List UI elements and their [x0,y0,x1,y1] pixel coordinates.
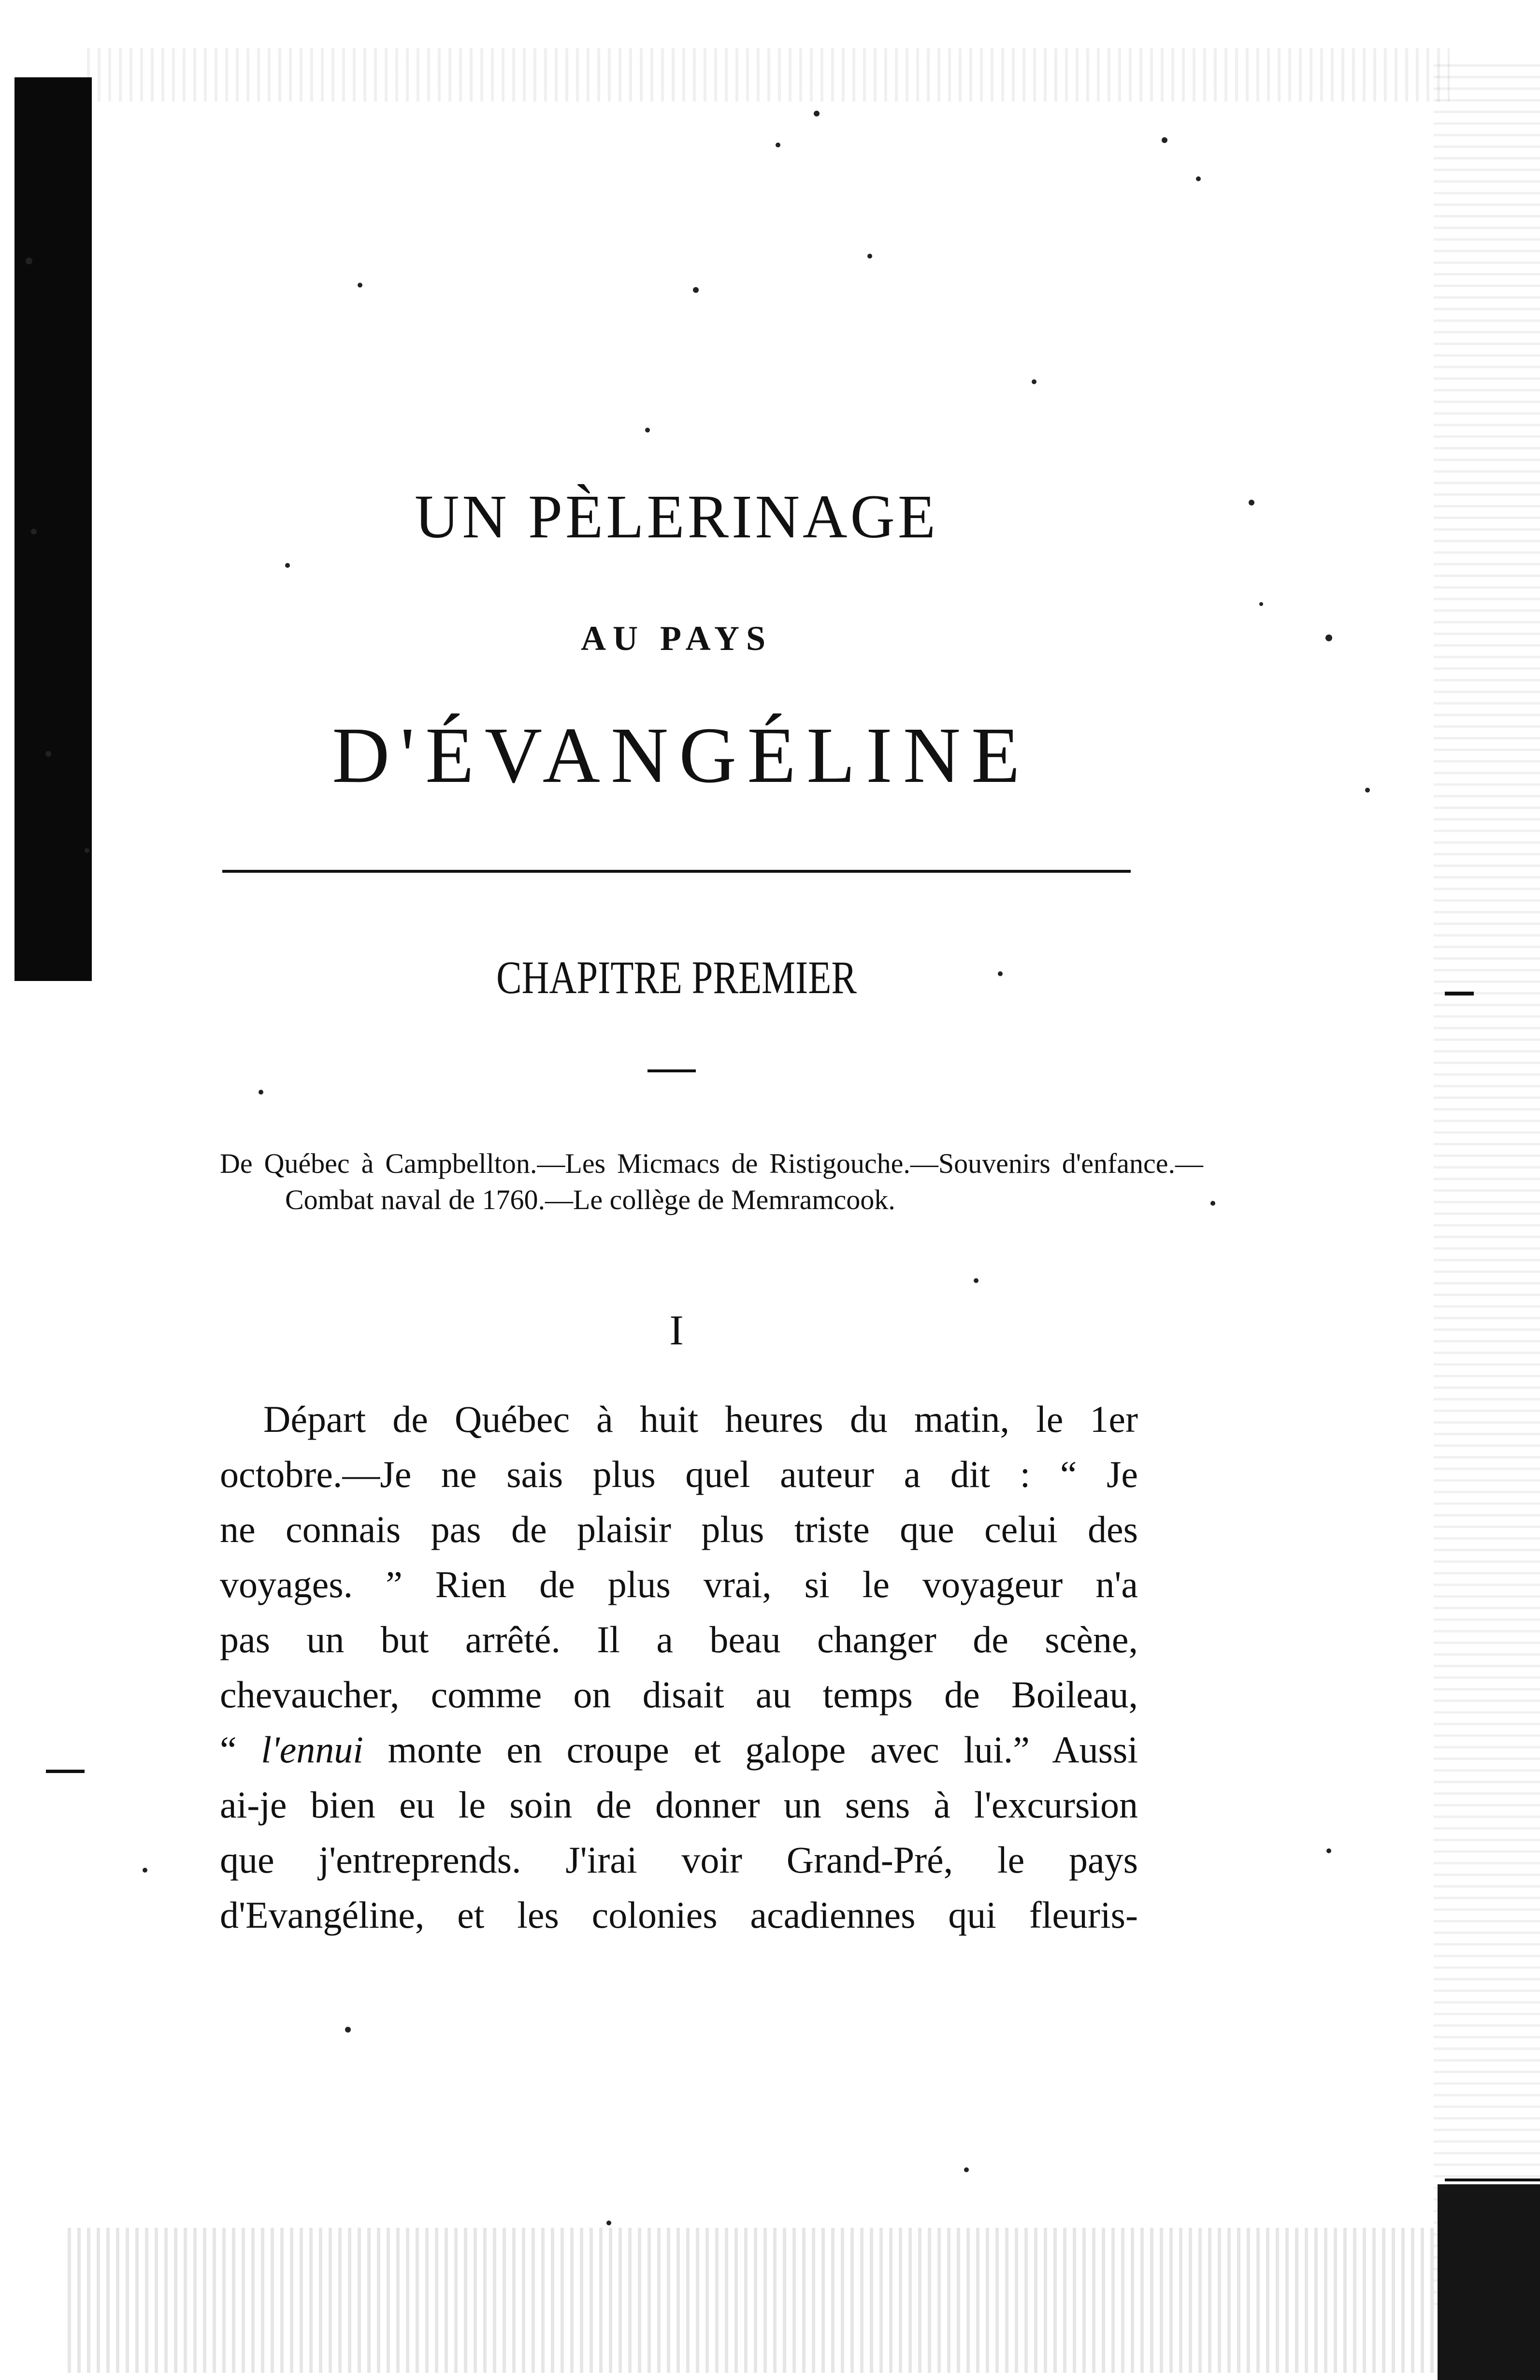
body-line: pas un but arrêté. Il a beau changer de scène, [220,1618,1138,1660]
body-line: ai-je bien eu le soin de donner un sens à l'excursion [220,1784,1138,1826]
chapter-dash [648,1069,696,1072]
body-line: octobre.—Je ne sais plus quel auteur a dit : “ Je [220,1453,1138,1495]
title-rule [222,870,1131,873]
body-line: chevaucher, comme on disait au temps de Boileau, [220,1673,1138,1716]
title-line-1: UN PÈLERINAGE [414,482,939,551]
chapter-heading: CHAPITRE PREMIER [496,952,857,1003]
body-line: voyages. ” Rien de plus vrai, si le voyageur n'a [220,1563,1138,1605]
italic-word: l'ennui [261,1729,363,1771]
body-text [220,1392,1138,1943]
section-number: I [669,1307,684,1354]
body-line: Départ de Québec à huit heures du matin, le 1er [263,1398,1138,1440]
title-line-2: AU PAYS [580,619,773,658]
title-line-3: D'ÉVANGÉLINE [332,711,1031,799]
body-line: “ l'ennui monte en croupe et galope avec lui.” Aussi [220,1729,1138,1771]
chapter-summary: De Québec à Campbellton.—Les Micmacs de Ristigouche.—Souvenirs d'enfance.—Combat naval de 1760.—Le collège de Memramcook. [220,1148,1203,1215]
body-line: que j'entreprends. J'irai voir Grand-Pré, le pays [220,1839,1138,1881]
body-line: ne connais pas de plaisir plus triste que celui des [220,1508,1138,1550]
body-line: d'Evangéline, et les colonies acadiennes qui fleuris- [220,1894,1138,1936]
